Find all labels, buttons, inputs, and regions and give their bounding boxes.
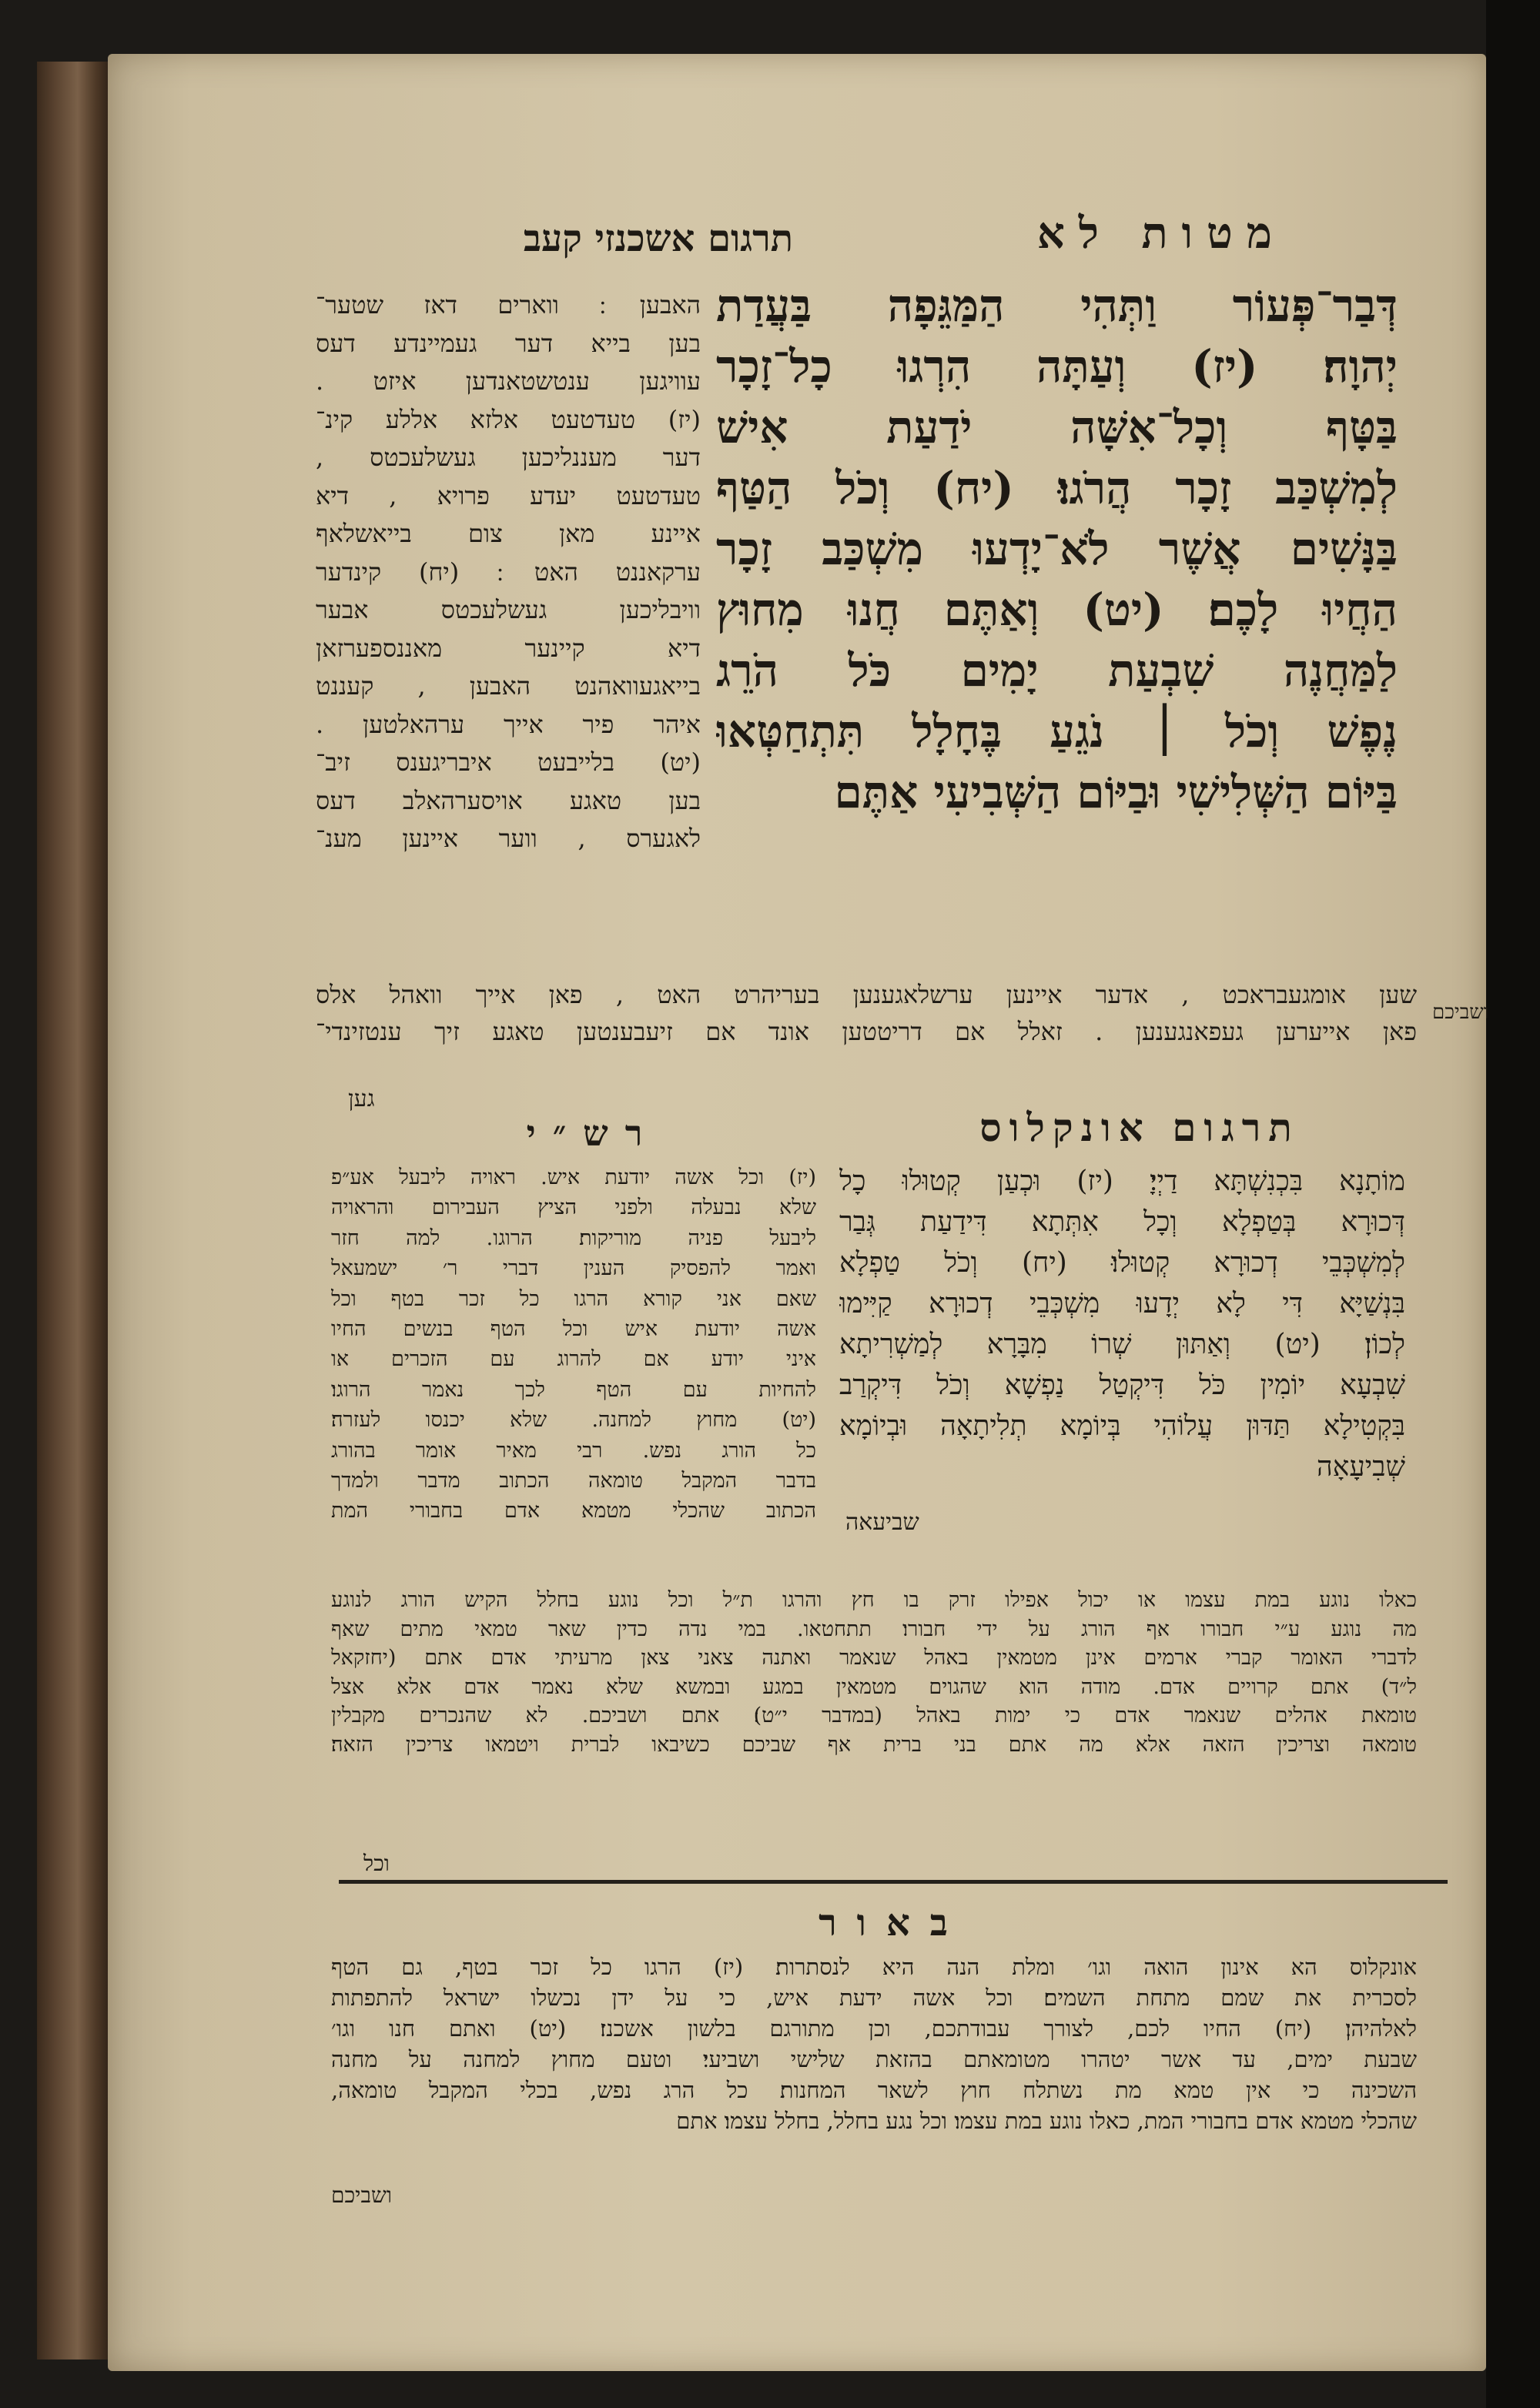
yiddish-line: איינע מאן צום בייאשלאף	[316, 519, 701, 548]
onkelos-text	[839, 1161, 1405, 1487]
torah-line: בַּטָּף וְכָל־אִשָּׁה יֹדַעַת אִישׁ	[716, 401, 1398, 453]
torah-text	[716, 276, 1398, 823]
rashi-wide-line: טומאת אהלים שנאמר אדם כי ימות באהל (במדבר י״ט)׃ אתם ושביכם. לא שהנכרים מקבלין	[331, 1704, 1417, 1727]
header-parsha-title: מטות לא	[1036, 208, 1286, 259]
torah-line: נֶפֶשׁ וְכֹל ׀ נֹגֵעַ בֶּחָלָל תִּתְחַטְּאוּ	[716, 705, 1398, 758]
yiddish-translation-wide	[316, 976, 1417, 1050]
biur-line: השכינה כי אין טמא מת נשתלח חוץ לשאר המחנות׃ כל הרג נפש, בכלי המקבל טומאה,	[331, 2077, 1417, 2103]
yiddish-line: האבען ׃ ווארים דאז שטער־	[316, 290, 701, 319]
onkelos-line: דְּכוּרָא בְּטַפְלָא וְכָל אִתְּתָא דִּידַעַת גְּבַר	[839, 1206, 1405, 1238]
yiddish-line: עוויגען ענטשטאנדען איזט .	[316, 366, 701, 396]
yiddish-wide-line: שען אומגעבראכט , אדער איינען ערשלאגענען בעריהרט האט , פאן אייך וואהל אלס	[316, 980, 1417, 1009]
biur-line: אונקלוס הא אינון הואה וגו׳ ומלת הנה היא לנסתרות׃ (יז) הרגו כל זכר בטף, גם הטף	[331, 1954, 1417, 1980]
biur-line: לאלהיהן׃ (יח) החיו לכם, לצורך עבודתכם, וכן מתורגם בלשון אשכנז׃ (יט) ואתם חנו וגו׳	[331, 2015, 1417, 2042]
onkelos-title: תרגום אונקלוס	[979, 1105, 1300, 1150]
rashi-title: רש״י	[526, 1112, 660, 1154]
rashi-wide-line: טומאה וצריכין הזאה אלא מה אתם בני ברית אף שביכם כשיבאו לברית ויטמאו צריכין הזאה׃	[331, 1732, 1417, 1757]
torah-line: הַחֲיוּ לָכֶם׃ (יט) וְאַתֶּם חֲנוּ מִחוּץ	[716, 584, 1398, 636]
rashi-line: (יז) וכל אשה יודעת איש. ראויה ליבעל אע״פ	[331, 1166, 816, 1189]
rashi-line: איני יודע אם להרוג עם הזכרים או	[331, 1347, 816, 1372]
rashi-line: ואמר להפסיק הענין דברי ר׳ ישמעאל	[331, 1256, 816, 1281]
biur-line: שהכלי מטמא אדם בחבורי המת, כאלו נוגע במת עצמו׃ וכל נגע בחלל, בחלל עצמו׃ אתם	[676, 2108, 1417, 2134]
rashi-catchword: וכל	[363, 1851, 390, 1876]
rashi-line: הכתוב שהכלי מטמא אדם בחבורי המת	[331, 1499, 816, 1523]
onkelos-line: בִּקְטִילָא תַּדּוּן עֲלוֹהִי בְּיוֹמָא תְלִיתָאָה וּבְיוֹמָא	[839, 1410, 1405, 1442]
torah-catchword: ושביכם	[1432, 1001, 1489, 1024]
biur-line: לסכרית את שמם מתחת השמים׃ וכל אשה ידעת איש, כי על ידן נכשלו ישראל להתפתות	[331, 1985, 1417, 2011]
biur-text	[331, 1951, 1417, 2136]
yiddish-line: דיא קיינער מאננספערזאן	[316, 633, 701, 663]
rashi-line: אשה יודעת איש וכל הטף בנשים החיו	[331, 1316, 816, 1341]
rashi-line: בדבר המקבל טומאה הכתוב מדבר ולמדך	[331, 1468, 816, 1493]
yiddish-line: וויבליכען געשלעכטס אבער	[316, 595, 701, 624]
onkelos-line: מוֹתָנָא בִּכְנִשְׁתָּא דַיְיָ׃ (יז) וּכְעַן קְטוּלוּ כָל	[839, 1166, 1405, 1197]
onkelos-catchword: שביעאה	[845, 1509, 919, 1536]
torah-line: דְּבַר־פְּעוֹר וַתְּהִי הַמַּגֵּפָה בַּעֲדַת	[716, 279, 1398, 332]
background-right	[1486, 0, 1540, 2408]
rashi-column	[331, 1162, 816, 1527]
rashi-wide-line: ל״ד) אתם קרויים אדם. מודה הוא שהגוים מטמאין במגע ובמשא שלא נאמר אדם אלא אצל	[331, 1674, 1417, 1699]
torah-line: לְמִשְׁכַּב זָכָר הֲרֹגוּ׃ (יח) וְכֹל הַטַּף	[716, 462, 1398, 514]
onkelos-line: לְמִשְׁכְּבֵי דְכוּרָא קְטוּלוּ׃ (יח) וְכֹל טַפְלָא	[839, 1247, 1405, 1279]
rashi-line: (יט) מחוץ למחנה. שלא יכנסו לעזרה׃	[331, 1408, 816, 1433]
yiddish-line: בען טאגע אויסערהאלב דעס	[316, 785, 701, 815]
yiddish-line: ערקאננט האט ׃ (יח) קינדער	[316, 557, 701, 587]
yiddish-line: (יז) טעדטעט אלזא אללע קינ־	[316, 404, 701, 434]
header-yiddish-title: תרגום אשכנזי קעב	[523, 217, 793, 260]
torah-line: לַמַּחֲנֶה שִׁבְעַת יָמִים כֹּל הֹרֵג	[716, 644, 1398, 697]
yiddish-line: (יט) בלייבעט איבריגענס זיב־	[316, 747, 701, 777]
onkelos-line: בִּנְשַׁיָּא דִּי לָא יְדָעוּ מִשְׁכְּבֵי דְכוּרָא קַיִּימוּ	[839, 1288, 1405, 1319]
yiddish-line: לאגערס , ווער איינען מענ־	[316, 824, 701, 853]
book-binding	[37, 62, 111, 2360]
torah-line: בַּיּוֹם הַשְּׁלִישִׁי וּבַיּוֹם הַשְּׁבִיעִי אַתֶּם	[834, 766, 1398, 818]
onkelos-line: לְכוֹן׃ (יט) וְאַתּוּן שְׁרוֹ מִבָּרָא לְמַשְׁרִיתָא	[839, 1329, 1405, 1360]
onkelos-line: שִׁבְעָא יוֹמִין כֹּל דִּיקְטַל נַפְשָׁא וְכֹל דִּיקְרַב	[839, 1370, 1405, 1401]
rashi-line: שלא נבעלה ולפני הציץ העבירום והראויה	[331, 1196, 816, 1220]
rashi-line: כל הורג נפש. רבי מאיר אומר בהורג	[331, 1438, 816, 1463]
biur-title: באור	[819, 1901, 968, 1945]
yiddish-line: טעדטעט יעדע פרויא , דיא	[316, 480, 701, 510]
rashi-wide-line: לדברי האומר קברי ארמים אינן מטמאין באהל שנאמר ואתנה צאני צאן מרעיתי אדם אתם (יחזקאל	[331, 1646, 1417, 1670]
rashi-wide-line: כאלו נוגע במת עצמו או יכול אפילו זרק בו חץ והרגו ת״ל וכל נוגע בחלל הקיש הורג לנוגע	[331, 1588, 1417, 1612]
yiddish-catchword: גען	[348, 1085, 375, 1112]
section-divider	[339, 1880, 1448, 1884]
rashi-wide-line: מה נוגע ע״י חבורו אף הורג על ידי חבורו׃ תתחטאו. במי נדה כדין שאר טמאי מתים שאף	[331, 1617, 1417, 1641]
yiddish-translation-column	[316, 286, 701, 858]
yiddish-line: בען בייא דער געמיינדע דעס	[316, 328, 701, 358]
torah-line: יְהוָה׃ (יז) וְעַתָּה הִרְגוּ כָל־זָכָר	[716, 340, 1398, 393]
yiddish-line: בייאגעוואהנט האבען , קעננט	[316, 671, 701, 701]
onkelos-line: שְׁבִיעָאָה	[1317, 1451, 1405, 1483]
yiddish-line: דער מעננליכען געשלעכטס ,	[316, 443, 701, 472]
torah-line: בַּנָּשִׁים אֲשֶׁר לֹא־יָדְעוּ מִשְׁכַּב זָכָר	[716, 523, 1398, 575]
biur-line: שבעת ימים, עד אשר יטהרו מטומאתם בהזאת שלישי ושביעי׃ וטעם מחוץ למחנה על מחנה	[331, 2046, 1417, 2072]
rashi-line: להחיות עם הטף לכך נאמר הרוגו׃	[331, 1377, 816, 1402]
rashi-wide	[331, 1586, 1417, 1759]
rashi-line: שאם אני קורא הרגו כל זכר בטף וכל	[331, 1286, 816, 1311]
yiddish-line: איהר פיר אייך ערהאלטען .	[316, 709, 701, 739]
rashi-line: ליבעל פניה מוריקות׃ הרוגו. למה חזר	[331, 1226, 816, 1250]
biur-catchword: ושביכם	[331, 2182, 392, 2208]
yiddish-wide-line: פאן אייערען געפאנגענען . זאלל אם דריטטען אונד אם זיעבענטען טאגע זיך ענטזינדי־	[316, 1017, 1417, 1046]
